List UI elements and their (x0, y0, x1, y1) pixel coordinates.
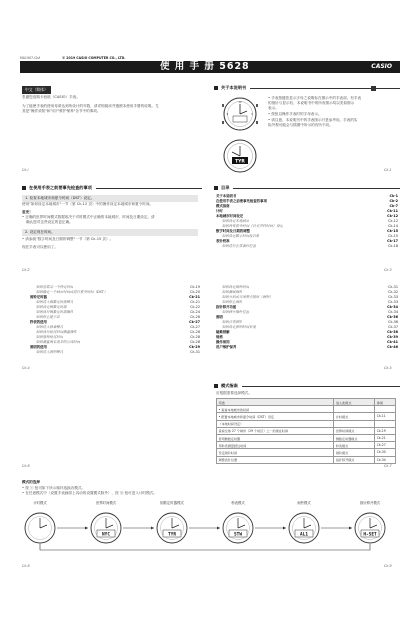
table-cell: Ck-30 (375, 449, 396, 456)
watch-face-icon (289, 513, 319, 543)
toc-entry-page: Ck-32 (388, 290, 398, 294)
table-row (217, 442, 396, 449)
toc-entry-page: Ck-14 (388, 224, 398, 228)
table-cell: 用秒表测量经过时间 (217, 442, 334, 449)
toc-entry-page: Ck-41 (387, 340, 398, 344)
section-title: 在使用手表之前要事先检查的事项 (29, 185, 92, 190)
toc-entry-label: 疑难排解 (216, 330, 230, 334)
toc-entry-label: 表针校准 (216, 239, 230, 243)
toc-row (30, 350, 200, 355)
toc-entry-label: 如何进行正常表针位置 (222, 244, 256, 248)
toc-entry-page: Ck-28 (190, 340, 200, 344)
watch-display-text: NYC (102, 532, 110, 538)
intro-line-2: 为了能使手表的使用寿命达到所设计的年数，请详细阅读并遵照本使用手册的说明。尤 (22, 104, 159, 108)
toc-entry-page: Ck-22 (190, 305, 200, 309)
toc-entry-page: Ck-12 (387, 214, 398, 218)
toc-entry-page: Ck-39 (387, 335, 398, 339)
toc-entry-page: Ck-26 (190, 315, 200, 319)
title-bar (20, 61, 400, 73)
mode-flow-diagram (22, 498, 398, 558)
page-number: Ck-4 (22, 366, 30, 370)
toc-entry-label: 如何暂停经过时间 (36, 335, 64, 339)
toc-entry-page: Ck-19 (190, 285, 200, 289)
toc-entry-page: Ck-17 (387, 239, 398, 243)
page-number: Ck-i (22, 168, 29, 172)
divider (96, 188, 202, 189)
toc-entry-page: Ck-15 (387, 229, 398, 233)
important-text-1: • 正确的世界时间模式数据取决于对时模式中正确的本地城市、时间及日期设定。请 (22, 215, 155, 219)
table-cell: 查看全球 27 个城市（29 个时区）之一的现在时间 (217, 427, 334, 434)
step-2-bar: 2. 设定现在时间。 (22, 229, 198, 236)
toc-entry-page: Ck-1 (389, 194, 398, 198)
toc-entry-page: Ck-36 (388, 320, 398, 324)
casio-logo: CASIO (371, 63, 392, 70)
table-row (217, 413, 396, 420)
toc-entry-label: 用户维护保养 (216, 345, 237, 349)
table-cell: Ck-19 (375, 427, 396, 434)
arrow-head-icon (217, 527, 220, 530)
toc-entry-label: 数字时间及日期的调整 (216, 229, 250, 233)
mode-label: 指针移开模式 (359, 501, 381, 505)
toc-entry-label: 操作须知 (216, 340, 230, 344)
section-title: 目录 (221, 185, 230, 190)
toc-entry-label: 计时 (216, 209, 223, 213)
arrow-head-icon (349, 527, 352, 530)
toc-entry-label: 闹铃定时器 (30, 295, 47, 299)
toc-entry-page: Ck-28 (190, 330, 200, 334)
arrow-head-icon (151, 527, 154, 530)
watch-display-text: TYR (168, 532, 176, 538)
toc-entry-label: 如何改变夏令时间（日光节约时间）设定 (222, 224, 284, 228)
divider (250, 88, 400, 89)
toc-entry-label: 照明的使用 (30, 345, 47, 349)
watch-display-text: STW (234, 532, 242, 538)
table-cell: • 配置本地城市和夏令时间（DST）设定 (217, 413, 334, 420)
about-bullet-1: • 手表按键依显示字母之说明标在图示中的手表部。有手表 (268, 96, 362, 100)
table-header-purpose: 用途 (217, 399, 334, 406)
table-row (217, 420, 396, 427)
watch-face-icon (355, 513, 385, 543)
toc-entry-label: 如何执行经过时间测量操作 (36, 330, 77, 334)
toc-entry-page: Ck-29 (189, 345, 200, 349)
toc-entry-page: Ck-34 (387, 305, 398, 309)
toc-entry-page: Ck-38 (387, 330, 398, 334)
toc-entry-page: Ck-46 (387, 345, 398, 349)
about-bullet-1b: 的指针与显示有，本说明书中的所有图示均以类似图示 (268, 101, 355, 105)
toc-entry-page: Ck-24 (190, 310, 200, 314)
toc-entry-page: Ck-2 (389, 199, 398, 203)
svg-text:TYR: TYR (235, 159, 245, 165)
table-row (217, 434, 396, 441)
toc-list (216, 194, 398, 249)
mode-select-line-1: • 按 ⓒ 钮可如下所示循环选换各模式。 (22, 486, 86, 490)
section-marker-icon (22, 186, 26, 190)
mode-select-line-2: • 在任意模式中（设置手表画面上闪动的设置模式除外），按 ⓑ 钮可进入计时模式。 (22, 491, 157, 495)
important-label: 重要！ (22, 210, 33, 214)
table-cell: 指针移开模式 (334, 456, 375, 463)
watch-face-icon (91, 513, 121, 543)
arrow-head-icon (283, 527, 286, 530)
toc-entry-page: Ck-20 (190, 290, 200, 294)
table-cell (375, 406, 396, 413)
table-cell: 闹铃模式 (334, 449, 375, 456)
section-marker-icon (214, 86, 218, 90)
table-cell: • 查看本地城市的时间 (217, 406, 334, 413)
toc-entry-label: 模式指南 (216, 204, 230, 208)
section-title: 关于本说明书 (221, 85, 247, 90)
watch-illustration-top (222, 96, 258, 132)
page-number: Ck-9 (384, 564, 392, 568)
toc-entry-page: Ck-27 (190, 325, 200, 329)
doc-code: MA1907-CkA (20, 56, 41, 60)
divider (233, 188, 400, 189)
toc-list-continued (30, 285, 200, 355)
toc-entry-label: 如何确定一个城市时间或进行夏令时间（DST） (36, 290, 108, 294)
watch-display-text: AL1 (300, 532, 308, 538)
toc-entry-label: 如何执行倒数定时器操作 (36, 310, 74, 314)
table-row (217, 406, 396, 413)
toc-entry-page: Ck-15 (388, 234, 398, 238)
toc-entry-page: Ck-21 (190, 300, 200, 304)
toc-entry-page: Ck-18 (388, 244, 398, 248)
section-header-before-use (22, 185, 202, 191)
toc-entry-label: 如何进入秒表模式 (36, 325, 64, 329)
table-cell (334, 406, 375, 413)
toc-entry-label: 如何设定闹铃时间 (222, 285, 250, 289)
table-cell: 秒表模式 (334, 442, 375, 449)
mode-label: 世界时间模式 (95, 501, 117, 505)
loop-arrow-icon (40, 544, 370, 550)
about-bullet-3b: 际外观可能会与插图中所示的有所不同。 (268, 123, 333, 127)
language-label: 中文（简体） (22, 86, 51, 94)
toc-entry-page: Ck-31 (388, 285, 398, 289)
toc-entry-label: 如何点亮照明 (222, 320, 243, 324)
mode-label: 闹铃模式 (297, 501, 311, 505)
section-header-toc (214, 185, 400, 191)
section-marker-icon (214, 186, 218, 190)
important-text-2: 确认您对这些设定的更正确。 (26, 220, 73, 224)
table-cell: 使用倒数定时器 (217, 434, 334, 441)
toc-entry-page: Ck-31 (190, 350, 200, 354)
page-number: Ck-3 (384, 268, 392, 272)
table-row (217, 449, 396, 456)
page-number: Ck-5 (384, 366, 392, 370)
watch-face-icon (25, 513, 55, 543)
watch-display-text: H-SET (363, 532, 377, 538)
toc-entry-page: Ck-28 (190, 335, 200, 339)
svg-text:12: 12 (238, 101, 242, 104)
toc-entry-page: Ck-33 (388, 300, 398, 304)
mode-table (216, 398, 396, 464)
watch-face-icon (223, 513, 253, 543)
toc-row (216, 345, 398, 350)
toc-entry-page: Ck-36 (387, 315, 398, 319)
svg-text:3: 3 (251, 113, 253, 116)
page-title: 使 用 手 册 5628 (160, 61, 250, 72)
table-row (217, 456, 396, 463)
watch-illustration-bottom (222, 138, 258, 174)
toc-entry-label: 如何进入倒数定时器模式 (36, 300, 74, 304)
table-header-page: 参阅 (375, 399, 396, 406)
toc-entry-label: 如何设定倒数定时器 (36, 305, 67, 309)
toc-entry-label: 照明 (216, 315, 223, 319)
watch-face-icon (157, 513, 187, 543)
mode-label: 倒数定时器模式 (160, 501, 184, 505)
toc-entry-label: 关于本说明书 (216, 194, 237, 198)
toc-entry-page: Ck-12 (388, 219, 398, 223)
flow-arrows (22, 498, 398, 558)
page-number: Ck-6 (22, 464, 30, 468)
table-cell: Ck-27 (375, 442, 396, 449)
table-cell: 世界时间模式 (334, 427, 375, 434)
table-cell: 设定闹铃时间 (217, 449, 334, 456)
table-cell: Ck-21 (375, 434, 396, 441)
toc-entry-label: 如何测量两名选手的完成时间 (36, 340, 81, 344)
table-header-mode: 进入此模式 (334, 399, 375, 406)
page-number: Ck-8 (22, 564, 30, 568)
toc-entry-label: 如何开启或关闭整点报时（闹铃） (222, 295, 273, 299)
mode-guide-subtitle: 应根据需要选择模式。 (216, 391, 252, 395)
copyright: © 2019 CASIO COMPUTER CO., LTD. (62, 56, 126, 60)
about-bullet-1c: 表示。 (268, 106, 279, 110)
page-number: Ck-1 (384, 168, 392, 172)
step-1-text: 使用"如何设定本地城市"一节（第 Ck-12 页）中的操作设定本地城市和夏令时间。 (22, 202, 154, 206)
toc-entry-page: Ck-7 (389, 204, 398, 208)
toc-entry-label: 如何设定照明时间长度 (222, 325, 256, 329)
page-number: Ck-7 (384, 464, 392, 468)
toc-entry-label: 如何设定数字时间及日期 (222, 234, 260, 238)
toc-entry-page: Ck-33 (388, 295, 398, 299)
table-cell: Ck-34 (375, 456, 396, 463)
toc-entry-label: 如何进入照明模式 (36, 350, 64, 354)
toc-entry-page: Ck-21 (189, 295, 200, 299)
mode-label: 秒表模式 (231, 501, 245, 505)
toc-entry-label: 如何移开指针位置 (222, 310, 250, 314)
mode-select-title: 模式的选择 (22, 480, 40, 484)
ready-text: 现在手表可以使用了。 (22, 245, 58, 249)
toc-entry-page: Ck-27 (189, 320, 200, 324)
toc-entry-page: Ck-34 (388, 310, 398, 314)
toc-entry-label: 如何查看某一个特定时间 (36, 285, 74, 289)
chapter-tab-icon (371, 86, 376, 91)
toc-entry-label: 如何停止提示音 (36, 315, 60, 319)
toc-entry-page: Ck-11 (387, 209, 398, 213)
toc-list-continued-right (216, 285, 398, 350)
svg-text:9: 9 (226, 113, 229, 116)
toc-entry-label: 如何测试闹铃 (222, 290, 243, 294)
table-cell: Ck-11 (375, 413, 396, 420)
table-cell (375, 420, 396, 427)
table-cell: 计时模式 (334, 413, 375, 420)
about-bullet-2: • 按钮以操作手表时的字母表示。 (268, 112, 322, 116)
mode-label: 计时模式 (33, 501, 47, 505)
toc-entry-label: 指针移开功能 (216, 305, 237, 309)
arrow-head-icon (85, 527, 88, 530)
step-1-bar: 1. 检查本地城市和夏令时间（DST）设定。 (22, 195, 198, 202)
about-bullet-3: • 请注意，本说明书中的手表图示只是参考用。手表的实 (268, 118, 358, 122)
table-cell: 倒数定时器模式 (334, 434, 375, 441)
toc-entry-label: 本地城市时间设定 (216, 214, 244, 218)
intro-line-3: 其是"操作须知"和"用户维护保养"各节中的事项。 (22, 109, 101, 113)
page-number: Ck-2 (22, 268, 30, 272)
section-marker-icon (214, 384, 218, 388)
toc-entry-label: 秒表的使用 (30, 320, 47, 324)
toc-entry-page: Ck-37 (388, 325, 398, 329)
toc-row (216, 244, 398, 249)
toc-entry-label: 规格 (216, 335, 223, 339)
table-cell (334, 420, 375, 427)
table-cell: （本地时间设定） (217, 420, 334, 427)
table-row (217, 427, 396, 434)
divider (242, 386, 400, 387)
table-cell: 调整表针位置 (217, 456, 334, 463)
toc-entry-label: 如何停止闹铃 (222, 300, 243, 304)
step-2-text: • 请参阅"数字时间及日期的调整"一节（第 Ck-15 页）。 (22, 237, 114, 241)
toc-entry-label: 在使用手表之前要事先检查的事项 (216, 199, 267, 203)
section-title: 模式指南 (221, 383, 238, 388)
toc-entry-label: 如何设定本地城市 (222, 219, 250, 223)
section-header-mode-guide (214, 383, 400, 389)
intro-line-1: 衷谢您选购卡西欧（CASIO）手表。 (22, 95, 80, 99)
